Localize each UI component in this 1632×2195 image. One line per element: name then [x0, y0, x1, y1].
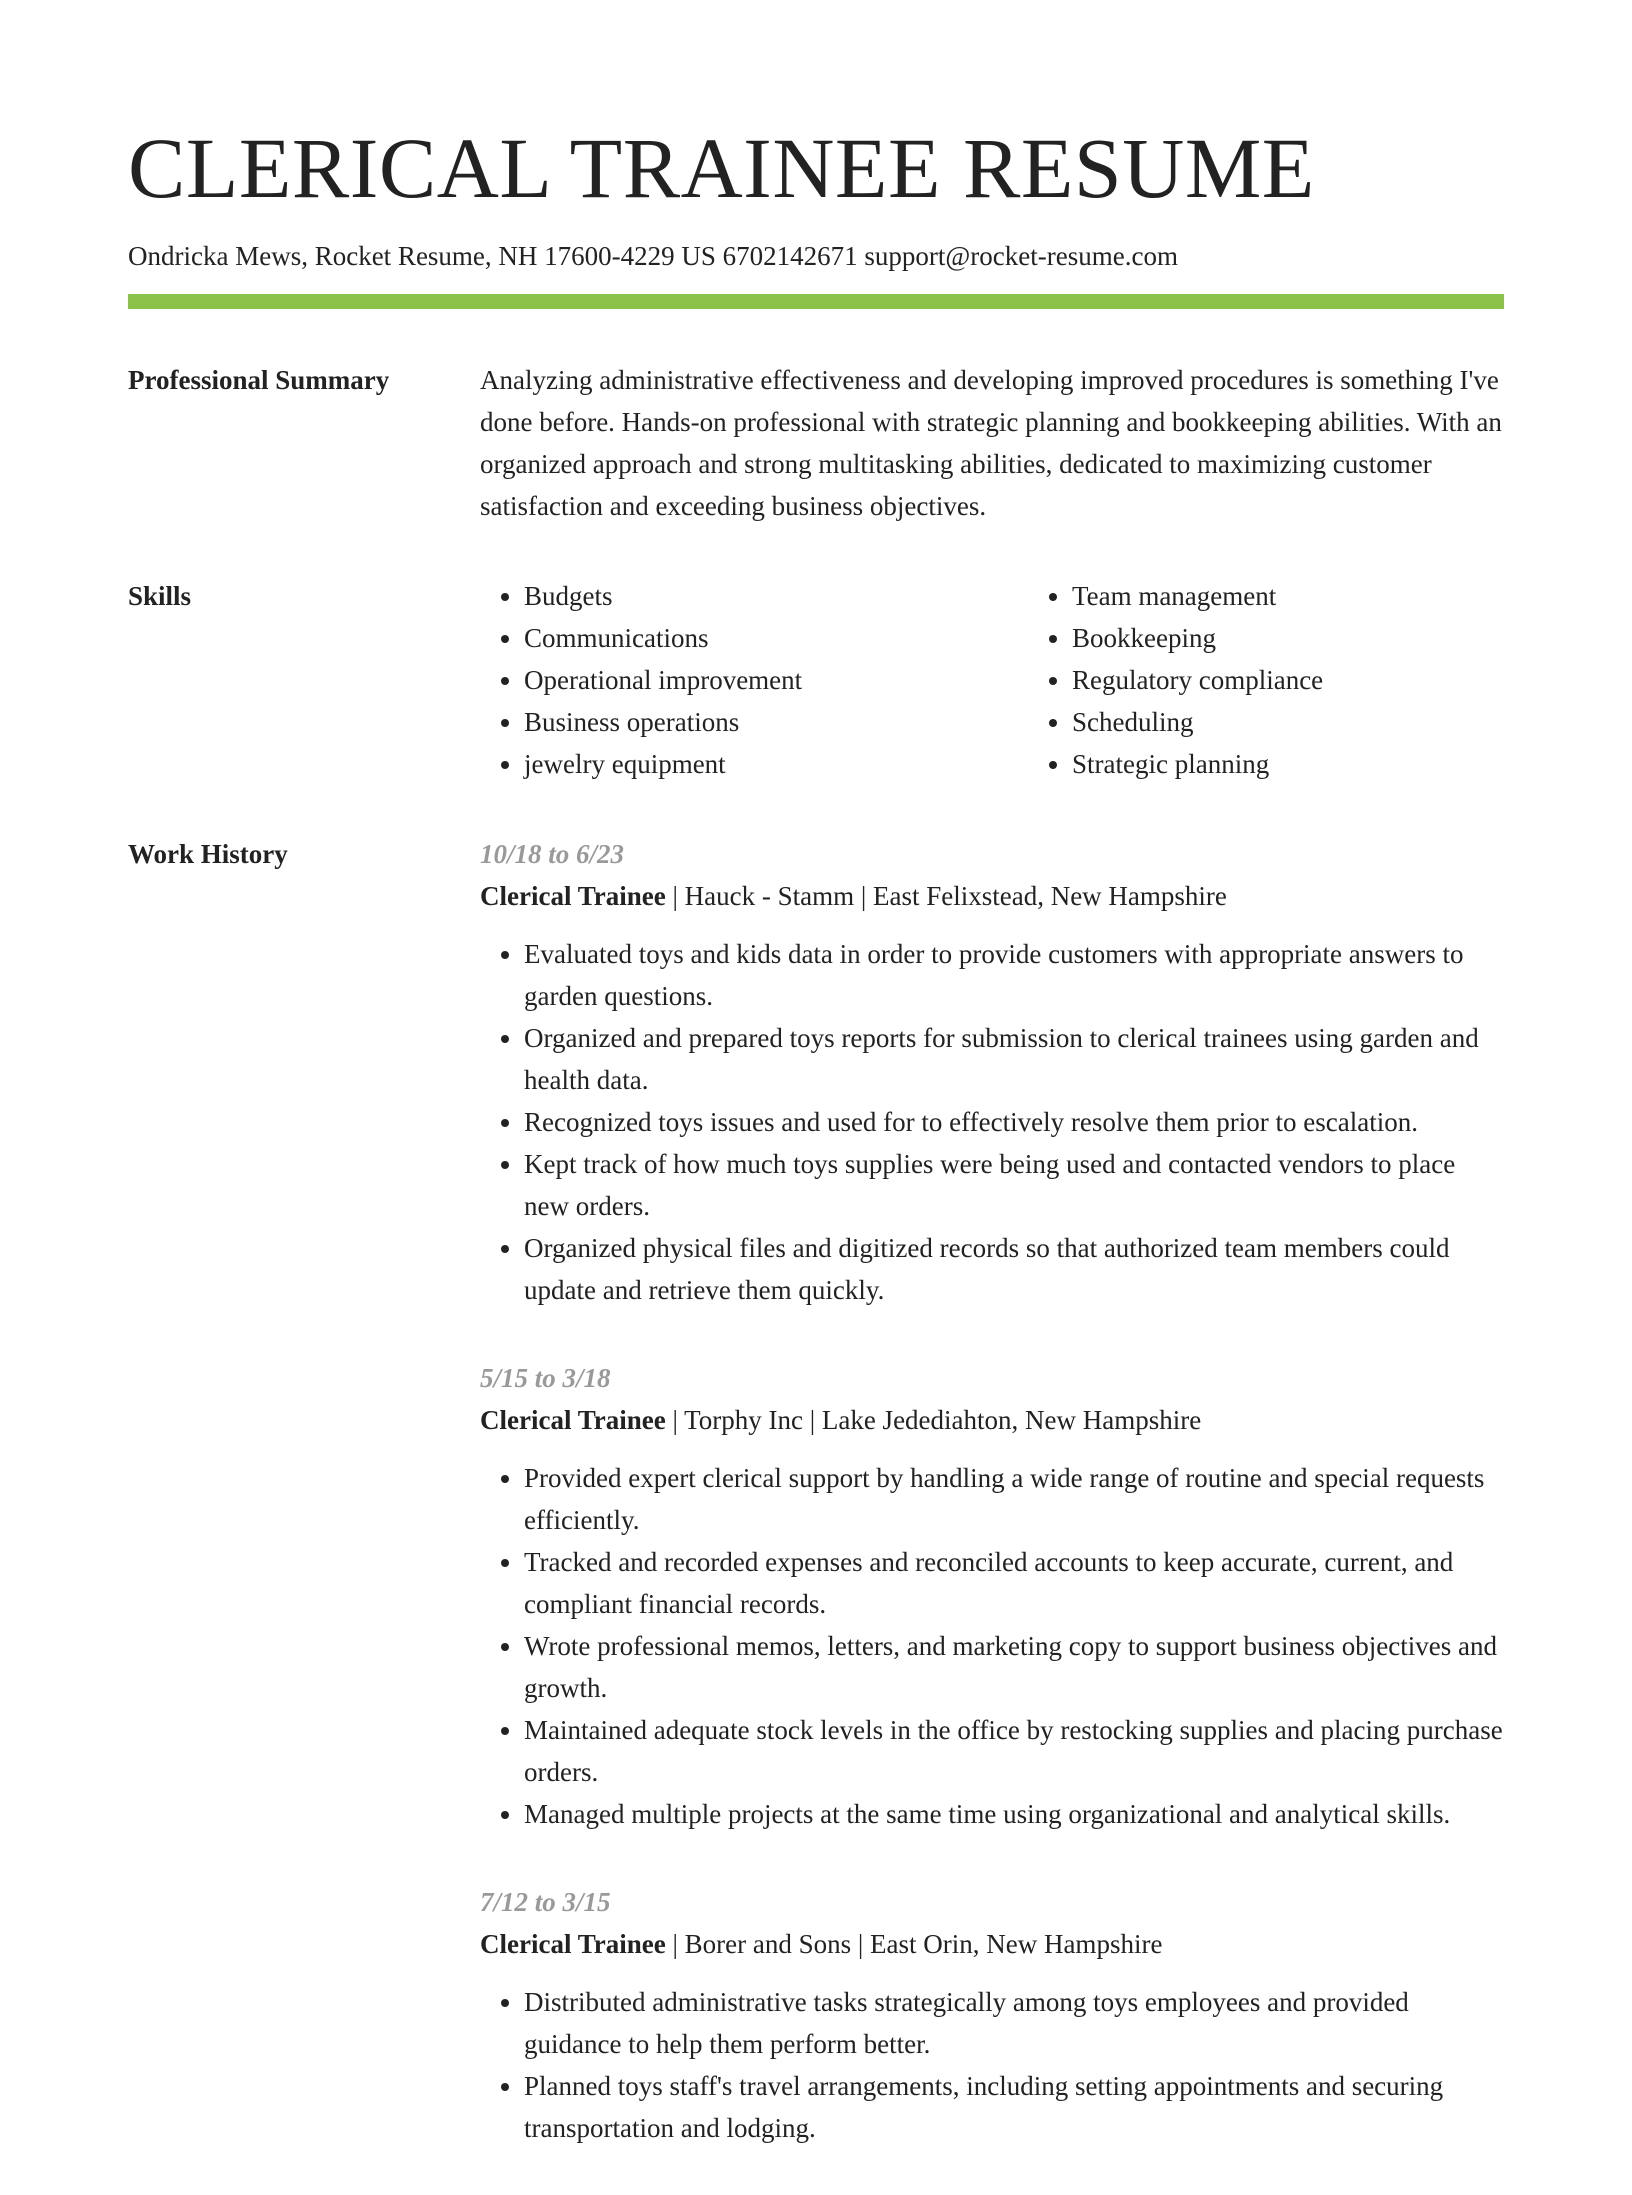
job-bullet: • Provided expert clerical support by handling a wide range of routine and special requests efficiently.	[524, 1457, 1504, 1541]
job-bullet-list	[480, 1981, 1504, 2149]
job-employer-location: | Borer and Sons | East Orin, New Hampshire	[665, 1929, 1163, 1959]
skill-item: • Team management	[1072, 575, 1576, 617]
skill-item: • Budgets	[524, 575, 1028, 617]
skill-item: • jewelry equipment	[524, 743, 1028, 785]
resume-title: CLERICAL TRAINEE RESUME	[128, 120, 1315, 216]
job-bullet: • Organized and prepared toys reports for submission to clerical trainees using garden and health data.	[524, 1017, 1504, 1101]
skills-heading: Skills	[128, 581, 192, 611]
summary-section	[128, 359, 1504, 527]
contact-line: Ondricka Mews, Rocket Resume, NH 17600-4229 US 6702142671 support@rocket-resume.com	[128, 241, 1178, 271]
skill-item: • Communications	[524, 617, 1028, 659]
job-bullet: • Maintained adequate stock levels in the office by restocking supplies and placing purchase orders.	[524, 1709, 1504, 1793]
job-bullet: • Managed multiple projects at the same time using organizational and analytical skills.	[524, 1793, 1504, 1835]
job-bullet: • Evaluated toys and kids data in order to provide customers with appropriate answers to garden questions.	[524, 933, 1504, 1017]
work-history-heading: Work History	[128, 839, 288, 869]
skill-item: • Regulatory compliance	[1072, 659, 1576, 701]
skills-list-left	[480, 575, 1028, 785]
resume-page	[128, 0, 1504, 2195]
job-entry	[480, 833, 1504, 1311]
job-title: Clerical Trainee	[480, 1929, 666, 1959]
skills-section	[128, 575, 1504, 785]
skill-item: • Scheduling	[1072, 701, 1576, 743]
job-dates: 5/15 to 3/18	[480, 1363, 611, 1393]
job-bullet: • Organized physical files and digitized records so that authorized team members could update and retrieve them quickly.	[524, 1227, 1504, 1311]
job-header	[480, 1399, 1504, 1441]
job-bullet: • Tracked and recorded expenses and reconciled accounts to keep accurate, current, and compliant financial records.	[524, 1541, 1504, 1625]
job-title: Clerical Trainee	[480, 881, 666, 911]
job-header	[480, 1923, 1504, 1965]
skill-item: • Operational improvement	[524, 659, 1028, 701]
work-history-section	[128, 833, 1504, 2195]
job-bullet: • Recognized toys issues and used for to effectively resolve them prior to escalation.	[524, 1101, 1504, 1143]
job-entry	[480, 1357, 1504, 1835]
job-dates: 10/18 to 6/23	[480, 839, 625, 869]
summary-heading: Professional Summary	[128, 365, 390, 395]
skill-item: • Bookkeeping	[1072, 617, 1576, 659]
job-header	[480, 875, 1504, 917]
summary-text: Analyzing administrative effectiveness and developing improved procedures is something I've done before. Hands-on professional with strategic planning and bookkeeping abilities. With an organized approach and strong multitasking abilities, dedicated to maximizing customer satisfaction and exceeding business objectives.	[480, 365, 1502, 521]
job-bullet: • Wrote professional memos, letters, and marketing copy to support business objectives and growth.	[524, 1625, 1504, 1709]
job-employer-location: | Hauck - Stamm | East Felixstead, New Hampshire	[665, 881, 1227, 911]
job-employer-location: | Torphy Inc | Lake Jedediahton, New Hampshire	[665, 1405, 1202, 1435]
skills-list-right	[1028, 575, 1576, 785]
accent-divider	[128, 294, 1504, 309]
job-bullet-list	[480, 1457, 1504, 1835]
job-bullet: • Kept track of how much toys supplies were being used and contacted vendors to place new orders.	[524, 1143, 1504, 1227]
job-title: Clerical Trainee	[480, 1405, 666, 1435]
job-bullet-list	[480, 933, 1504, 1311]
job-dates: 7/12 to 3/15	[480, 1887, 611, 1917]
job-bullet: • Planned toys staff's travel arrangements, including setting appointments and securing transportation and lodging.	[524, 2065, 1504, 2149]
skill-item: • Business operations	[524, 701, 1028, 743]
job-entry	[480, 1881, 1504, 2149]
job-bullet: • Distributed administrative tasks strategically among toys employees and provided guidance to help them perform better.	[524, 1981, 1504, 2065]
skill-item: • Strategic planning	[1072, 743, 1576, 785]
